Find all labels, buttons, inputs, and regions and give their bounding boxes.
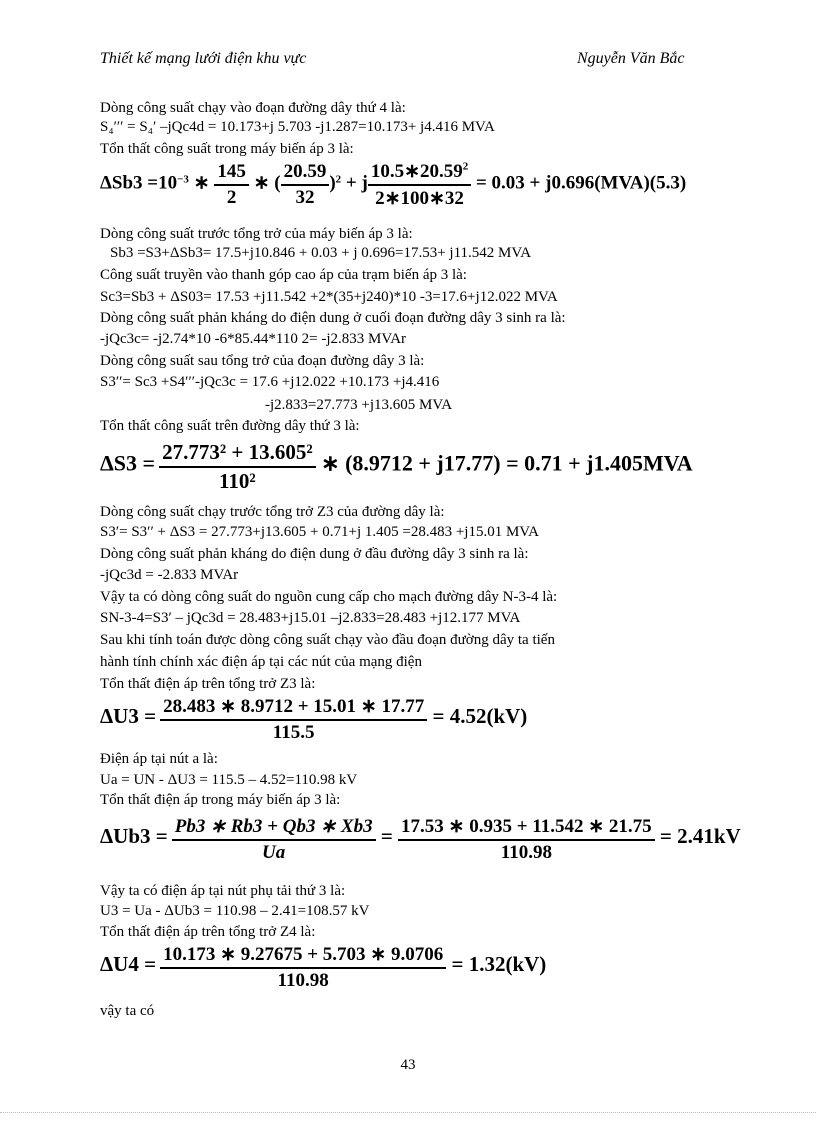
text-line: -jQc3c= -j2.74*10 -6*85.44*110 2= -j2.833 MVAr <box>100 331 407 347</box>
text-line: -jQc3d = -2.833 MVAr <box>100 567 239 583</box>
text-line: Ua = UN - ΔU3 = 115.5 – 4.52=110.98 kV <box>100 772 358 788</box>
text-line: S3ʹʹ= Sc3 +S4ʹʹʹ-jQc3c = 17.6 +j12.022 +10.173 +j4.416 <box>100 374 440 390</box>
text-line: Sau khi tính toán được dòng công suất chạy vào đầu đoạn đường dây ta tiến <box>100 632 555 648</box>
text-line: Sb3 =S3+ΔSb3= 17.5+j10.846 + 0.03 + j 0.696=17.53+ j11.542 MVA <box>110 245 532 261</box>
text-line: Dòng công suất phản kháng do điện dung ở đầu đường dây 3 sinh ra là: <box>100 546 529 562</box>
text-line: Dòng công suất phản kháng do điện dung ở cuối đoạn đường dây 3 sinh ra là: <box>100 310 566 326</box>
page-number: 43 <box>400 1057 416 1073</box>
author-name: Nguyễn Văn Bắc <box>577 50 685 67</box>
footer-divider <box>0 1112 816 1113</box>
text-line: Vậy ta có dòng công suất do nguồn cung cấp cho mạch đường dây N-3-4 là: <box>100 589 558 605</box>
text-line: Dòng công suất chạy trước tổng trở Z3 của đường dây là: <box>100 504 445 520</box>
text-line: Công suất truyền vào thanh góp cao áp của trạm biến áp 3 là: <box>100 267 467 283</box>
text-line: Sc3=Sb3 + ΔS03= 17.53 +j11.542 +2*(35+j240)*10 -3=17.6+j12.022 MVA <box>100 289 558 305</box>
text-line: Điện áp tại nút a là: <box>100 751 218 767</box>
equation-voltage-drop-transformer: ΔUb3 = $\frac{Pb3 ∗ Rb3 + Qb3 ∗ Xb3}{Ua}$ = $\frac{17.53 ∗ 0.935 + 11.542 ∗ 21.75}{110.98}$ = 2.41kV <box>100 816 741 863</box>
text-line: Dòng công suất sau tổng trở của đoạn đường dây 3 là: <box>100 353 425 369</box>
text-line: S3ʹ= S3ʹʹ + ΔS3 = 27.773+j13.605 + 0.71+j 1.405 =28.483 +j15.01 MVA <box>100 524 540 540</box>
text-line: vậy ta có <box>100 1003 155 1019</box>
text-line: Tổn thất điện áp trong máy biến áp 3 là: <box>100 792 341 808</box>
text-line: -j2.833=27.773 +j13.605 MVA <box>265 397 453 413</box>
text-line: S₄ʹʹʹ = S₄ʹ –jQc4d = 10.173+j 5.703 -j1.287=10.173+ j4.416 MVA <box>100 119 495 135</box>
text-line: Vậy ta có điện áp tại nút phụ tải thứ 3 là: <box>100 883 346 899</box>
equation-transformer-loss: $\Delta Sb3 =10^{-3}$ ∗ $\frac{145}{2}$ ∗ ( $\frac{20.59}{32}$ )$^2$ + j $\frac{10.5∗20.59^2}{2∗100∗32}$ = 0.03 + j0.696(MVA)(5.3) <box>100 160 687 209</box>
text-line: U3 = Ua - ΔUb3 = 110.98 – 2.41=108.57 kV <box>100 903 370 919</box>
text-line: Dòng công suất chạy vào đoạn đường dây thứ 4 là: <box>100 100 406 116</box>
text-line: Dòng công suất trước tổng trở của máy biến áp 3 là: <box>100 226 413 242</box>
equation-voltage-drop-z3: ΔU3 = $\frac{28.483 ∗ 8.9712 + 15.01 ∗ 17.77}{115.5}$ = 4.52(kV) <box>100 696 528 743</box>
text-line: SN-3-4=S3ʹ – jQc3d = 28.483+j15.01 –j2.833=28.483 +j12.177 MVA <box>100 610 521 626</box>
text-line: Tổn thất công suất trong máy biến áp 3 là: <box>100 141 354 157</box>
text-line: Tổn thất điện áp trên tổng trở Z3 là: <box>100 676 316 692</box>
text-line: Tổn thất công suất trên đường dây thứ 3 là: <box>100 418 360 434</box>
text-line: hành tính chính xác điện áp tại các nút của mạng điện <box>100 654 422 670</box>
document-title: Thiết kế mạng lưới điện khu vực <box>100 50 307 67</box>
equation-voltage-drop-z4: ΔU4 = $\frac{10.173 ∗ 9.27675 + 5.703 ∗ 9.0706}{110.98}$ = 1.32(kV) <box>100 944 547 991</box>
text-line: Tổn thất điện áp trên tổng trở Z4 là: <box>100 924 316 940</box>
equation-line-loss: ΔS3 = $\frac{\text{27.773² + 13.605²}}{\text{110²}}$ ∗ (8.9712 + j17.77) = 0.71 + j1.405MVA <box>100 440 693 493</box>
